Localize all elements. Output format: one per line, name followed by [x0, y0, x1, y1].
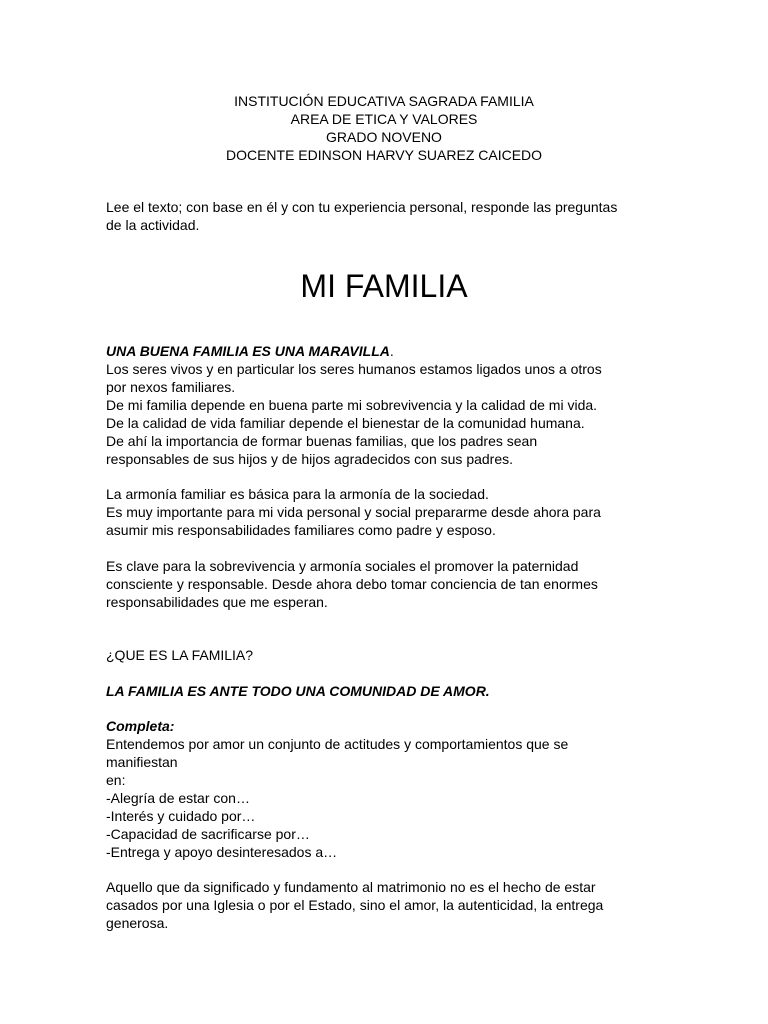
instructions-line: Lee el texto; con base en él y con tu experiencia personal, responde las preguntas	[106, 199, 618, 215]
teacher-name: DOCENTE EDINSON HARVY SUAREZ CAICEDO	[225, 147, 543, 163]
section-family-harmony	[106, 485, 646, 539]
list-item: -Interés y cuidado por…	[106, 808, 256, 824]
complete-activity	[106, 717, 646, 861]
paragraph-line: La armonía familiar es básica para la armonía de la sociedad.	[106, 486, 489, 502]
document-header	[0, 92, 768, 164]
paragraph-line: De mi familia depende en buena parte mi sobrevivencia y la calidad de mi vida.	[106, 397, 598, 413]
paragraph-line: consciente y responsable. Desde ahora debo tomar conciencia de tan enormes	[106, 576, 598, 592]
complete-heading: Completa:	[106, 718, 175, 734]
paragraph-line: De la calidad de vida familiar depende el bienestar de la comunidad humana.	[106, 415, 585, 431]
list-item: -Entrega y apoyo desinteresados a…	[106, 844, 338, 860]
paragraph-line: Entendemos por amor un conjunto de actitudes y comportamientos que se	[106, 736, 569, 752]
subject-area: AREA DE ETICA Y VALORES	[290, 111, 478, 127]
list-item: -Capacidad de sacrificarse por…	[106, 826, 310, 842]
paragraph-line: por nexos familiares.	[106, 379, 236, 395]
paragraph-line: generosa.	[106, 915, 169, 931]
section-heading-text: UNA BUENA FAMILIA ES UNA MARAVILLA	[106, 343, 390, 359]
paragraph-line: Aquello que da significado y fundamento al matrimonio no es el hecho de estar	[106, 879, 596, 895]
paragraph-line: De ahí la importancia de formar buenas familias, que los padres sean	[106, 433, 538, 449]
question-heading	[106, 646, 646, 664]
question-text: ¿QUE ES LA FAMILIA?	[106, 647, 254, 663]
paragraph-line: responsabilidades que me esperan.	[106, 594, 328, 610]
instructions-paragraph	[106, 198, 646, 234]
list-item: -Alegría de estar con…	[106, 790, 250, 806]
paragraph-line: responsables de sus hijos y de hijos agradecidos con sus padres.	[106, 451, 514, 467]
document-title: MI FAMILIA	[300, 268, 468, 304]
statement-block	[106, 682, 646, 700]
paragraph-line: manifiestan	[106, 754, 178, 770]
grade-level: GRADO NOVENO	[326, 129, 442, 145]
paragraph-line: casados por una Iglesia o por el Estado, sino el amor, la autenticidad, la entrega	[106, 897, 604, 913]
section-responsible-parenthood	[106, 557, 646, 611]
section-good-family	[106, 342, 646, 468]
paragraph-line: Los seres vivos y en particular los seres humanos estamos ligados unos a otros	[106, 361, 602, 377]
paragraph-line: Es muy importante para mi vida personal y social prepararme desde ahora para	[106, 504, 601, 520]
section-heading	[106, 342, 646, 360]
closing-paragraph	[106, 878, 646, 932]
section-heading-period: .	[389, 343, 394, 359]
instructions-line: de la actividad.	[106, 217, 200, 233]
paragraph-line: asumir mis responsabilidades familiares como padre y esposo.	[106, 522, 496, 538]
statement-text: LA FAMILIA ES ANTE TODO UNA COMUNIDAD DE AMOR.	[106, 683, 490, 699]
institution-name: INSTITUCIÓN EDUCATIVA SAGRADA FAMILIA	[234, 93, 534, 109]
paragraph-line: en:	[106, 772, 126, 788]
paragraph-line: Es clave para la sobrevivencia y armonía sociales el promover la paternidad	[106, 558, 579, 574]
